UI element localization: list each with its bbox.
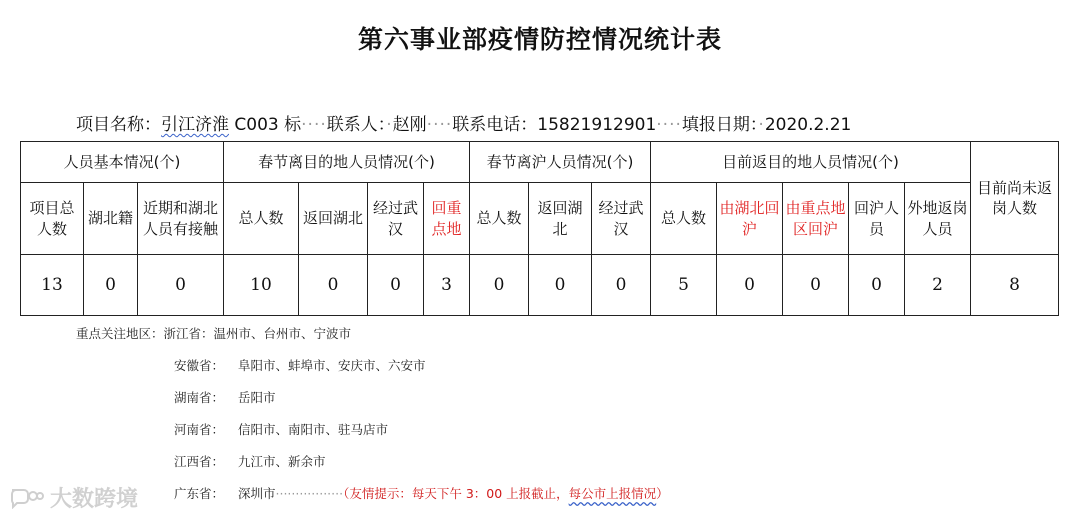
- notes-row: [174, 356, 426, 374]
- province-label: 湖南省：: [174, 390, 225, 405]
- column-header: 近期和湖北人员有接触: [138, 183, 224, 255]
- watermark: [8, 482, 138, 513]
- column-header: 经过武汉: [368, 183, 424, 255]
- column-header: 湖北籍: [84, 183, 138, 255]
- value-cell: 5: [651, 255, 717, 316]
- province-label: 河南省：: [174, 422, 225, 437]
- form-meta-line: 项目名称：引江济淮 C003 标····联系人：·赵刚····联系电话：15821912901····填报日期：·2020.2.21: [76, 115, 852, 135]
- group-header-left-spring: 春节离目的地人员情况(个): [224, 142, 470, 183]
- project-label: 项目名称：: [76, 115, 161, 135]
- value-cell-not-returned: 8: [971, 255, 1059, 316]
- column-header: 由重点地区回沪: [783, 183, 849, 255]
- value-cell: 3: [424, 255, 470, 316]
- value-cell: 2: [905, 255, 971, 316]
- province-label: 广东省：: [174, 486, 225, 501]
- column-header: 经过武汉: [592, 183, 651, 255]
- phone-label: 联系电话：: [452, 115, 538, 135]
- province-cities: 温州市、台州市、宁波市: [213, 326, 352, 341]
- value-cell: 13: [21, 255, 84, 316]
- province-cities: 阜阳市、蚌埠市、安庆市、六安市: [238, 358, 426, 373]
- value-cell: 0: [783, 255, 849, 316]
- contact-label: 联系人：: [326, 115, 387, 135]
- column-header: 总人数: [651, 183, 717, 255]
- province-cities: 九江市、新余市: [238, 454, 326, 469]
- column-header: 项目总人数: [21, 183, 84, 255]
- notes-row: [174, 388, 276, 406]
- column-header: 返回湖北: [299, 183, 368, 255]
- notes-heading-row: [76, 324, 351, 342]
- phone-value: 15821912901: [537, 115, 657, 135]
- value-cell: 0: [849, 255, 905, 316]
- value-cell: 0: [529, 255, 592, 316]
- value-cell: 0: [299, 255, 368, 316]
- column-header: 回重点地: [424, 183, 470, 255]
- column-header: 回沪人员: [849, 183, 905, 255]
- province-label: 江西省：: [174, 454, 225, 469]
- province-label: 浙江省：: [163, 326, 214, 341]
- notes-row: [174, 452, 326, 470]
- column-header: 总人数: [224, 183, 299, 255]
- value-cell: 0: [138, 255, 224, 316]
- group-header-returned: 目前返目的地人员情况(个): [651, 142, 971, 183]
- column-header: 总人数: [470, 183, 529, 255]
- notes-heading: 重点关注地区：: [76, 326, 164, 341]
- notes-row: [174, 420, 388, 438]
- value-cell: 10: [224, 255, 299, 316]
- notes-row: 广东省： 深圳市·················（友情提示：每天下午 3：00 上报截止，每公市上报情况）: [174, 486, 669, 501]
- value-cell: 0: [592, 255, 651, 316]
- header-not-returned: 目前尚未返岗人数: [971, 142, 1059, 255]
- reminder-note: （友情提示：每天下午 3：00 上报截止，每公市上报情况）: [343, 486, 669, 501]
- chat-bubble-logo-icon: [8, 487, 44, 509]
- value-cell: 0: [470, 255, 529, 316]
- value-cell: 0: [368, 255, 424, 316]
- page-title: 第六事业部疫情防控情况统计表: [357, 25, 722, 54]
- project-code: C003 标: [234, 115, 302, 135]
- statistics-table: [20, 141, 1059, 316]
- date-label: 填报日期：: [681, 115, 759, 135]
- value-cell: 0: [84, 255, 138, 316]
- province-label: 安徽省：: [174, 358, 225, 373]
- province-cities: 信阳市、南阳市、驻马店市: [238, 422, 389, 437]
- province-cities: 深圳市: [238, 486, 276, 501]
- column-header: 外地返岗人员: [905, 183, 971, 255]
- province-cities: 岳阳市: [238, 390, 276, 405]
- group-header-left-shanghai: 春节离沪人员情况(个): [470, 142, 651, 183]
- value-cell: 0: [717, 255, 783, 316]
- column-header: 返回湖北: [529, 183, 592, 255]
- project-value: 引江济淮: [161, 115, 229, 135]
- contact-value: 赵刚: [392, 115, 427, 135]
- group-header-basic: 人员基本情况(个): [21, 142, 224, 183]
- date-value: 2020.2.21: [764, 115, 852, 135]
- watermark-text: 大数跨境: [50, 487, 139, 512]
- column-header: 由湖北回沪: [717, 183, 783, 255]
